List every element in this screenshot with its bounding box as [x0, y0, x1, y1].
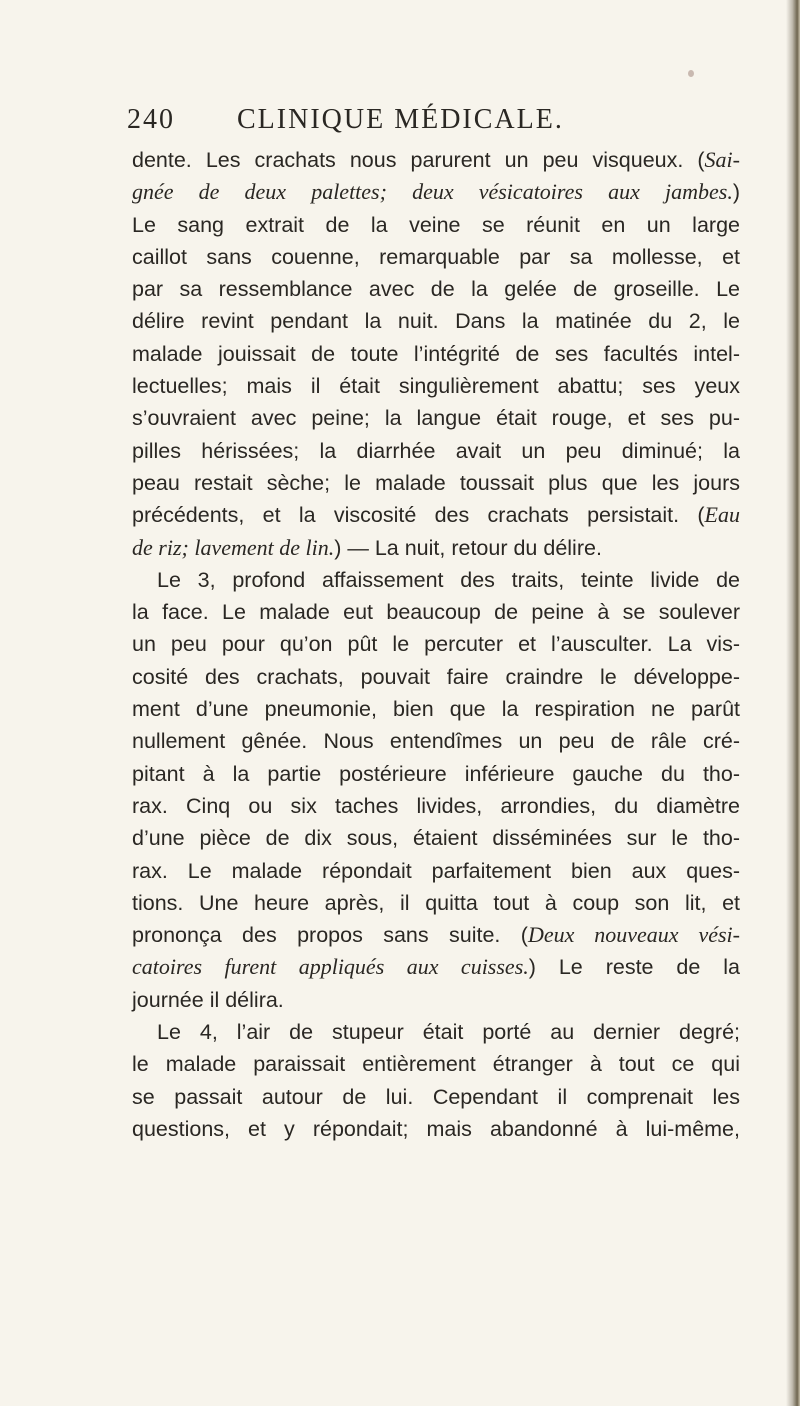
text-line: [132, 984, 740, 1016]
text-line: [132, 790, 740, 822]
page-number: 240: [127, 104, 175, 135]
text-line: [132, 919, 740, 951]
text-segment: le malade paraissait entièrement étranger à tout ce qui: [132, 1052, 740, 1077]
text-line: [132, 144, 740, 176]
text-segment: ) — La nuit, retour du délire.: [334, 535, 602, 560]
text-line: [132, 1081, 740, 1113]
italic-segment: Deux nouveaux vési-: [527, 922, 740, 948]
text-line: [132, 241, 740, 273]
text-segment: s’ouvraient avec peine; la langue était rouge, et ses pu-: [132, 406, 740, 431]
text-line: [132, 725, 740, 757]
text-segment: un peu pour qu’on pût le percuter et l’ausculter. La vis-: [132, 632, 740, 657]
text-line: [132, 209, 740, 241]
italic-segment: gnée de deux palettes; deux vésicatoires aux jambes.: [132, 179, 733, 205]
text-line: [132, 628, 740, 660]
text-line: [132, 564, 740, 596]
body-text: [132, 144, 740, 1145]
text-line: [132, 1113, 740, 1145]
text-segment: caillot sans couenne, remarquable par sa mollesse, et: [132, 244, 740, 269]
text-segment: journée il délira.: [132, 987, 284, 1012]
text-segment: ment d’une pneumonie, bien que la respiration ne parût: [132, 697, 740, 722]
text-segment: questions, et y répondait; mais abandonné à lui-même,: [132, 1116, 740, 1141]
text-line: [132, 532, 740, 564]
text-line: [132, 1048, 740, 1080]
text-line: [132, 273, 740, 305]
text-segment: ) Le reste de la: [528, 955, 740, 980]
text-line: [132, 693, 740, 725]
text-segment: Le sang extrait de la veine se réunit en un large: [132, 212, 740, 237]
text-segment: prononça des propos sans suite. (: [132, 923, 528, 948]
text-segment: Le 3, profond affaissement des traits, teinte livide de: [157, 567, 740, 592]
text-segment: la face. Le malade eut beaucoup de peine à se soulever: [132, 600, 740, 625]
text-segment: cosité des crachats, pouvait faire craindre le développe-: [132, 664, 740, 689]
text-line: [132, 596, 740, 628]
text-line: [132, 855, 740, 887]
text-segment: nullement gênée. Nous entendîmes un peu de râle cré-: [132, 729, 740, 754]
text-segment: malade jouissait de toute l’intégrité de ses facultés intel-: [132, 341, 740, 366]
text-line: [132, 402, 740, 434]
text-segment: rax. Cinq ou six taches livides, arrondies, du diamètre: [132, 793, 740, 818]
text-line: [132, 758, 740, 790]
italic-segment: Sai-: [704, 147, 740, 172]
running-header: [127, 104, 727, 140]
text-line: [132, 1016, 740, 1048]
text-line: [132, 370, 740, 402]
text-segment: délire revint pendant la nuit. Dans la matinée du 2, le: [132, 309, 740, 334]
text-segment: dente. Les crachats nous parurent un peu visqueux. (: [132, 148, 705, 172]
text-segment: rax. Le malade répondait parfaitement bien aux ques-: [132, 858, 740, 883]
text-segment: par sa ressemblance avec de la gelée de groseille. Le: [132, 277, 740, 302]
page-edge-shadow: [786, 0, 800, 1406]
text-line: [132, 176, 740, 208]
text-line: [132, 887, 740, 919]
paper-spot: [688, 70, 694, 77]
italic-segment: Eau: [704, 502, 740, 528]
italic-segment: de riz; lavement de lin.: [132, 534, 335, 560]
running-title: CLINIQUE MÉDICALE.: [237, 104, 564, 135]
text-line: [132, 499, 740, 531]
text-line: [132, 435, 740, 467]
text-line: [132, 305, 740, 337]
text-segment: lectuelles; mais il était singulièrement abattu; ses yeux: [132, 374, 740, 399]
text-segment: pitant à la partie postérieure inférieure gauche du tho-: [132, 761, 740, 786]
text-segment: pilles hérissées; la diarrhée avait un peu diminué; la: [132, 438, 740, 463]
text-line: [132, 338, 740, 370]
text-segment: Le 4, l’air de stupeur était porté au dernier degré;: [157, 1020, 740, 1045]
text-line: [132, 467, 740, 499]
text-segment: précédents, et la viscosité des crachats persistait. (: [132, 503, 705, 528]
text-line: [132, 661, 740, 693]
text-segment: se passait autour de lui. Cependant il comprenait les: [132, 1084, 740, 1109]
text-segment: peau restait sèche; le malade toussait plus que les jours: [132, 470, 740, 495]
text-line: [132, 822, 740, 854]
italic-segment: catoires furent appliqués aux cuisses.: [132, 954, 529, 980]
text-line: [132, 951, 740, 983]
text-segment: tions. Une heure après, il quitta tout à coup son lit, et: [132, 890, 740, 915]
text-segment: ): [732, 180, 740, 205]
text-segment: d’une pièce de dix sous, étaient disséminées sur le tho-: [132, 826, 740, 851]
